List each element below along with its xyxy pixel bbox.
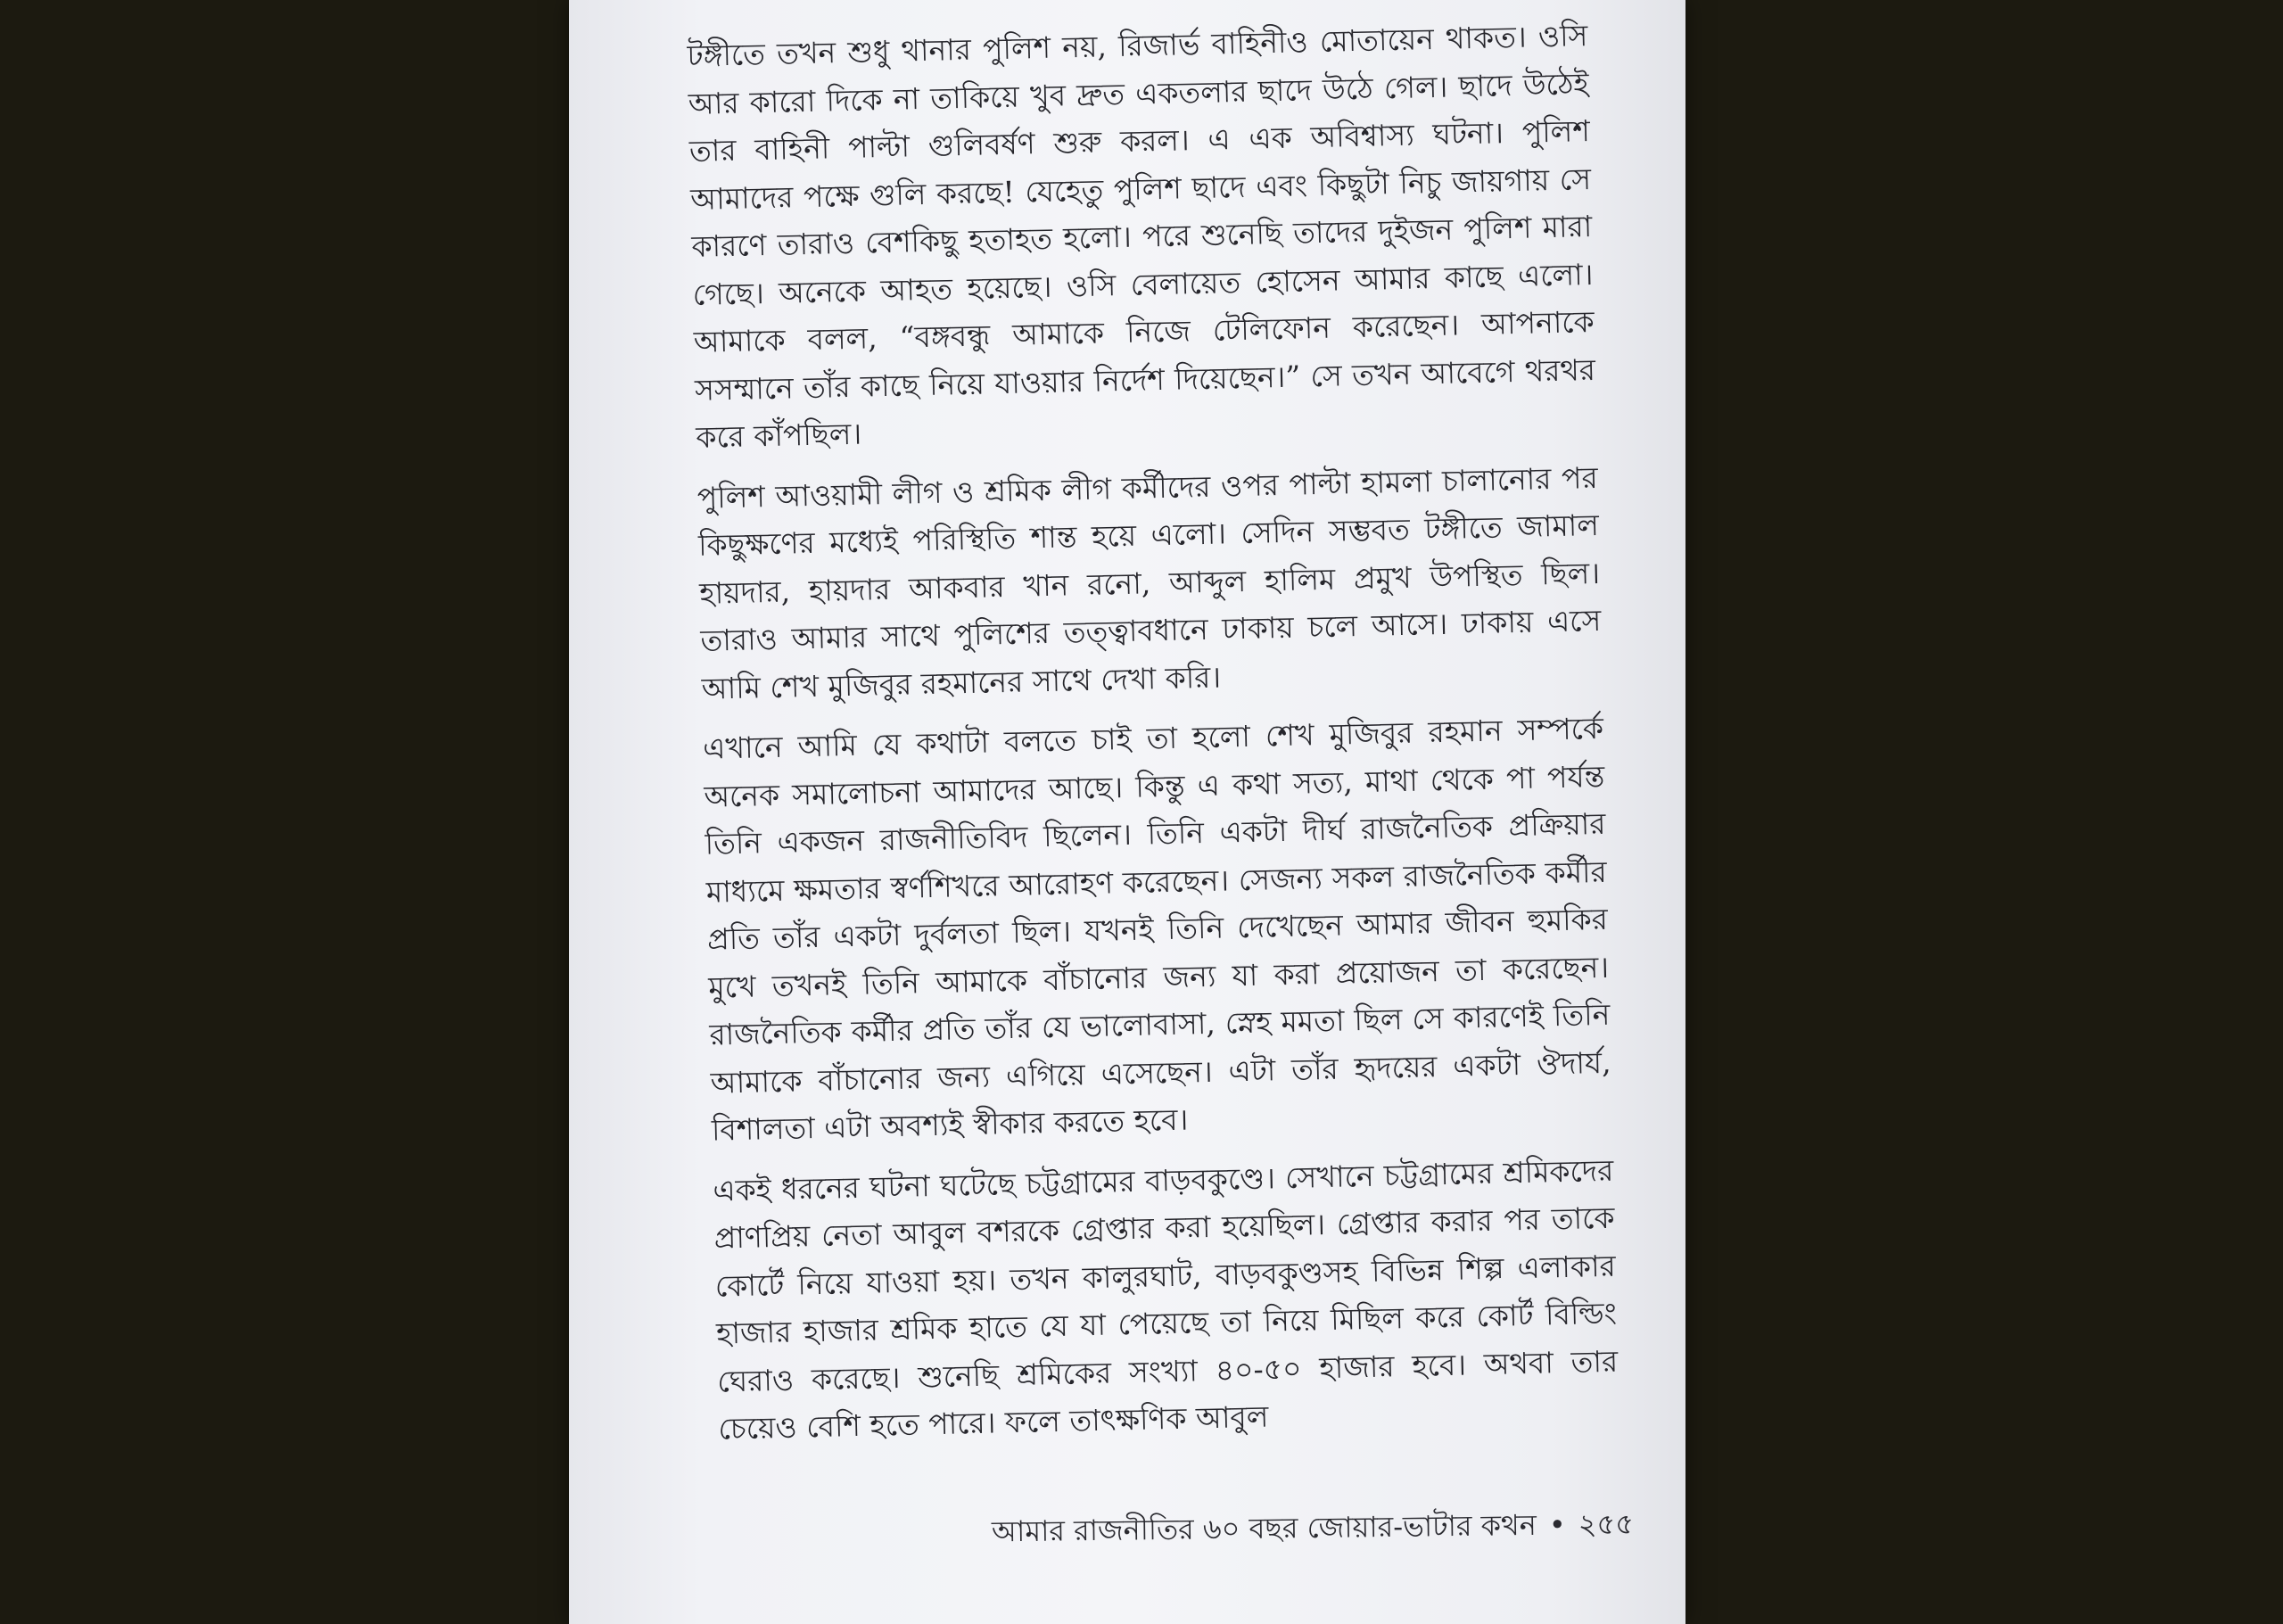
body-text — [687, 12, 1620, 1465]
page-number: ২৫৫ — [1578, 1506, 1635, 1542]
page-footer — [992, 1502, 1635, 1558]
book-page — [569, 0, 1685, 1624]
footer-separator: • — [1548, 1507, 1566, 1542]
paragraph-1: টঙ্গীতে তখন শুধু থানার পুলিশ নয়, রিজার্ভ বাহিনীও মোতায়েন থাকত। ওসি আর কারো দিকে না তাকিয়ে খুব দ্রুত একতলার ছাদে উঠে গেল। ছাদে উঠেই তার বাহিনী পাল্টা গুলিবর্ষণ শুরু করল। এ এক অবিশ্বাস্য ঘটনা। পুলিশ আমাদের পক্ষে গুলি করছে! যেহেতু পুলিশ ছাদে এবং কিছুটা নিচু জায়গায় সে কারণে তারাও বেশকিছু হতাহত হলো। পরে শুনেছি তাদের দুইজন পুলিশ মারা গেছে। অনেকে আহত হয়েছে। ওসি বেলায়েত হোসেন আমার কাছে এলো। আমাকে বলল, “বঙ্গবন্ধু আমাকে নিজে টেলিফোন করেছেন। আপনাকে সসম্মানে তাঁর কাছে নিয়ে যাওয়ার নির্দেশ দিয়েছেন।” সে তখন আবেগে থরথর করে কাঁপছিল। — [687, 18, 1596, 455]
paragraph-2: পুলিশ আওয়ামী লীগ ও শ্রমিক লীগ কর্মীদের ওপর পাল্টা হামলা চালানোর পর কিছুক্ষণের মধ্যেই পরিস্থিতি শান্ত হয়ে এলো। সেদিন সম্ভবত টঙ্গীতে জামাল হায়দার, হায়দার আকবার খান রনো, আব্দুল হালিম প্রমুখ উপস্থিত ছিল। তারাও আমার সাথে পুলিশের তত্ত্বাবধানে ঢাকায় চলে আসে। ঢাকায় এসে আমি শেখ মুজিবুর রহমানের সাথে দেখা করি। — [696, 459, 1602, 706]
paragraph-3: এখানে আমি যে কথাটা বলতে চাই তা হলো শেখ মুজিবুর রহমান সম্পর্কে অনেক সমালোচনা আমাদের আছে। কিন্তু এ কথা সত্য, মাথা থেকে পা পর্যন্ত তিনি একজন রাজনীতিবিদ ছিলেন। তিনি একটা দীর্ঘ রাজনৈতিক প্রক্রিয়ার মাধ্যমে ক্ষমতার স্বর্ণশিখরে আরোহণ করেছেন। সেজন্য সকল রাজনৈতিক কর্মীর প্রতি তাঁর একটা দুর্বলতা ছিল। যখনই তিনি দেখেছেন আমার জীবন হুমকির মুখে তখনই তিনি আমাকে বাঁচানোর জন্য যা করা প্রয়োজন তা করেছেন। রাজনৈতিক কর্মীর প্রতি তাঁর যে ভালোবাসা, স্নেহ মমতা ছিল সে কারণেই তিনি আমাকে বাঁচানোর জন্য এগিয়ে এসেছেন। এটা তাঁর হৃদয়ের একটা ঔদার্য, বিশালতা এটা অবশ্যই স্বীকার করতে হবে। — [702, 710, 1611, 1148]
paragraph-4: একই ধরনের ঘটনা ঘটেছে চট্টগ্রামের বাড়বকুণ্ডে। সেখানে চট্টগ্রামের শ্রমিকদের প্রাণপ্রিয় নেতা আবুল বশরকে গ্রেপ্তার করা হয়েছিল। গ্রেপ্তার করার পর তাকে কোর্টে নিয়ে যাওয়া হয়। তখন কালুরঘাট, বাড়বকুণ্ডসহ বিভিন্ন শিল্প এলাকার হাজার হাজার শ্রমিক হাতে যে যা পেয়েছে তা নিয়ে মিছিল করে কোর্ট বিল্ডিং ঘেরাও করেছে। শুনেছি শ্রমিকের সংখ্যা ৪০-৫০ হাজার হবে। অথবা তার চেয়েও বেশি হতে পারে। ফলে তাৎক্ষণিক আবুল — [713, 1152, 1619, 1447]
running-title: আমার রাজনীতির ৬০ বছর জোয়ার-ভাটার কথন — [991, 1507, 1537, 1549]
